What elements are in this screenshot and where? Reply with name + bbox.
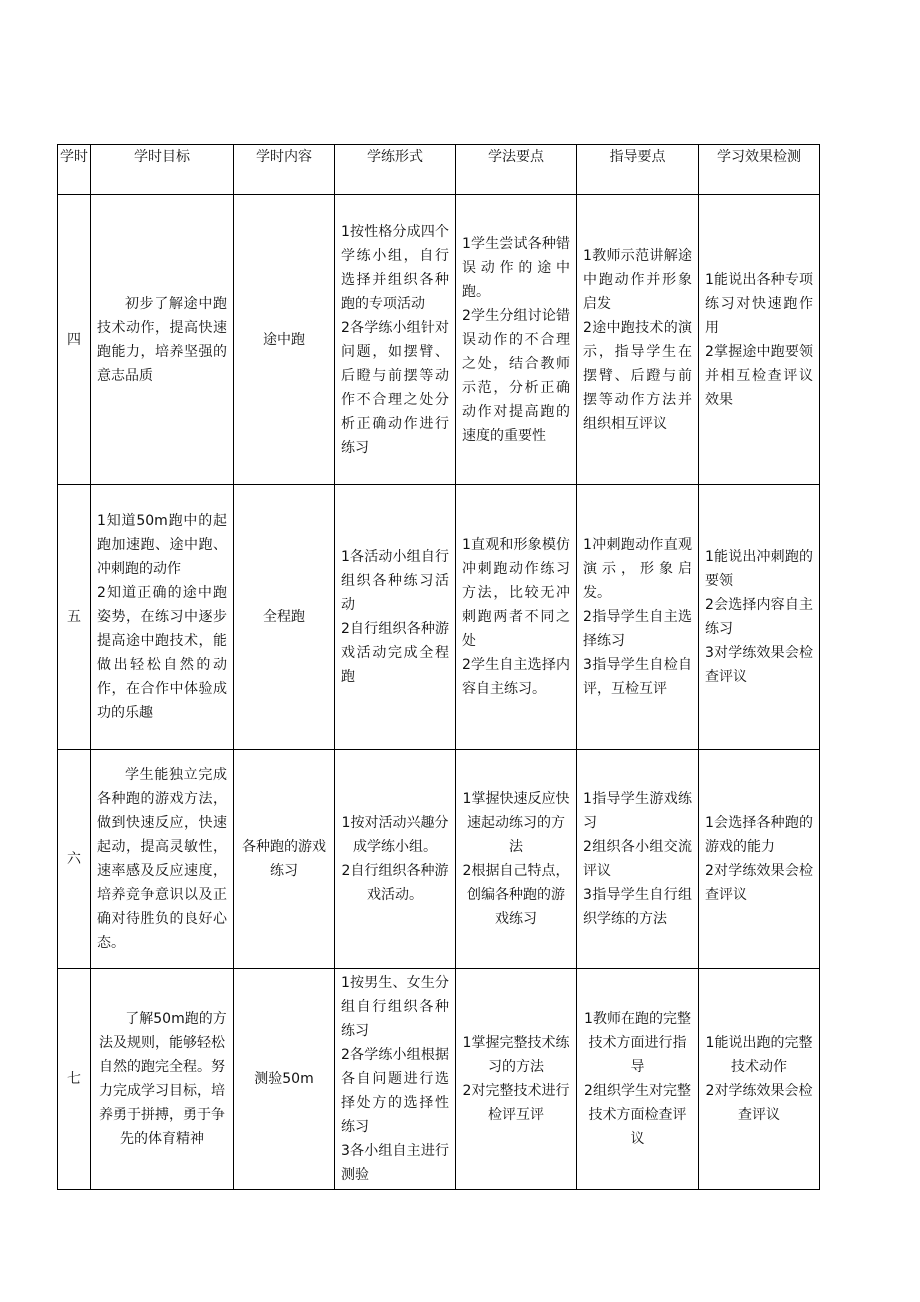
goal-cell <box>91 969 234 1190</box>
form-item: 2各学练小组根据各自问题进行选择处方的选择性练习 <box>341 1047 449 1135</box>
method-item: 1掌握完整技术练习的方法 <box>462 1035 570 1075</box>
check-item: 1能说出冲刺跑的要领 <box>705 549 813 589</box>
check-cell <box>699 750 820 969</box>
check-item: 2掌握途中跑要领并相互检查评议效果 <box>705 343 813 408</box>
form-item: 3各小组自主进行测验 <box>341 1143 449 1183</box>
method-item: 2学生分组讨论错误动作的不合理之处，结合教师示范，分析正确动作对提高跑的速度的重要性 <box>462 307 570 444</box>
method-cell <box>456 485 577 750</box>
goal-text: 1知道50m跑中的起跑加速跑、途中跑、冲刺跑的动作 <box>97 513 227 577</box>
table-row <box>58 750 820 969</box>
lesson-plan-table <box>57 144 820 1190</box>
check-item: 2会选择内容自主练习 <box>705 597 813 637</box>
header-method: 学法要点 <box>456 145 577 195</box>
goal-text: 2知道正确的途中跑姿势，在练习中逐步提高途中跑技术，能做出轻松自然的动作，在合作中体验成功的乐趣 <box>97 585 227 721</box>
check-item: 2对学练效果会检查评议 <box>705 1083 813 1123</box>
guide-item: 3指导学生自检自评，互检互评 <box>583 657 692 697</box>
form-item: 2自行组织各种游戏活动。 <box>341 863 449 903</box>
method-item: 2学生自主选择内容自主练习。 <box>462 657 570 697</box>
check-item: 1能说出各种专项练习对快速跑作用 <box>705 271 813 336</box>
header-row <box>58 145 820 195</box>
check-item: 2对学练效果会检查评议 <box>705 863 813 903</box>
guide-item: 1冲刺跑动作直观演示，形象启发。 <box>583 537 692 601</box>
header-check: 学习效果检测 <box>699 145 820 195</box>
form-cell <box>335 485 456 750</box>
method-item: 1掌握快速反应快速起动练习的方法 <box>462 791 570 855</box>
table-row <box>58 485 820 750</box>
content-cell: 各种跑的游戏练习 <box>234 750 335 969</box>
goal-text: 了解50m跑的方法及规则，能够轻松自然的跑完全程。努力完成学习目标，培养勇于拼搏，勇于争先的体育精神 <box>99 1011 227 1147</box>
goal-text: 学生能独立完成各种跑的游戏方法，做到快速反应，快速起动，提高灵敏性，速率感及反应速度，培养竞争意识以及正确对待胜负的良好心态。 <box>97 767 227 951</box>
guide-cell <box>577 195 699 485</box>
guide-item: 2组织学生对完整技术方面检查评议 <box>584 1083 691 1147</box>
header-guide: 指导要点 <box>577 145 699 195</box>
form-item: 2各学练小组针对问题，如摆臂、后瞪与前摆等动作不合理之处分析正确动作进行练习 <box>341 319 449 456</box>
header-content: 学时内容 <box>234 145 335 195</box>
hour-cell: 六 <box>58 750 91 969</box>
form-cell <box>335 969 456 1190</box>
check-item: 1会选择各种跑的游戏的能力 <box>705 815 813 855</box>
method-item: 2根据自己特点，创编各种跑的游戏练习 <box>462 863 570 927</box>
hour-cell: 四 <box>58 195 91 485</box>
header-hour: 学时 <box>58 145 91 195</box>
goal-cell <box>91 750 234 969</box>
guide-item: 3指导学生自行组织学练的方法 <box>583 887 692 927</box>
form-item: 1按对活动兴趣分成学练小组。 <box>341 815 449 855</box>
content-cell: 全程跑 <box>234 485 335 750</box>
form-item: 2自行组织各种游戏活动完成全程跑 <box>341 621 449 685</box>
content-cell: 测验50m <box>234 969 335 1190</box>
check-item: 3对学练效果会检查评议 <box>705 645 813 685</box>
guide-item: 2途中跑技术的演示，指导学生在摆臂、后蹬与前摆等动作方法并组织相互评议 <box>583 319 692 432</box>
form-cell <box>335 195 456 485</box>
header-goal: 学时目标 <box>91 145 234 195</box>
guide-item: 2指导学生自主选择练习 <box>583 609 692 649</box>
hour-cell: 五 <box>58 485 91 750</box>
content-cell: 途中跑 <box>234 195 335 485</box>
form-item: 1按男生、女生分组自行组织各种练习 <box>341 975 449 1039</box>
form-item: 1按性格分成四个学练小组，自行选择并组织各种跑的专项活动 <box>341 223 449 312</box>
form-item: 1各活动小组自行组织各种练习活动 <box>341 549 449 613</box>
guide-item: 2组织各小组交流评议 <box>583 839 692 879</box>
check-cell <box>699 195 820 485</box>
goal-text: 初步了解途中跑技术动作，提高快速跑能力，培养坚强的意志品质 <box>97 295 227 384</box>
method-item: 1直观和形象模仿冲刺跑动作练习方法，比较无冲刺跑两者不同之处 <box>462 537 570 649</box>
guide-item: 1教师在跑的完整技术方面进行指导 <box>584 1011 691 1075</box>
check-item: 1能说出跑的完整技术动作 <box>705 1035 813 1075</box>
check-cell <box>699 969 820 1190</box>
guide-cell <box>577 485 699 750</box>
method-cell <box>456 195 577 485</box>
method-item: 2对完整技术进行检评互评 <box>462 1083 570 1123</box>
guide-cell <box>577 750 699 969</box>
hour-cell: 七 <box>58 969 91 1190</box>
method-item: 1学生尝试各种错误动作的途中跑。 <box>462 235 570 300</box>
goal-cell <box>91 485 234 750</box>
guide-item: 1指导学生游戏练习 <box>583 791 692 831</box>
table-row <box>58 195 820 485</box>
goal-cell <box>91 195 234 485</box>
check-cell <box>699 485 820 750</box>
method-cell <box>456 750 577 969</box>
form-cell <box>335 750 456 969</box>
guide-cell <box>577 969 699 1190</box>
table-row <box>58 969 820 1190</box>
guide-item: 1教师示范讲解途中跑动作并形象启发 <box>583 247 692 312</box>
method-cell <box>456 969 577 1190</box>
header-form: 学练形式 <box>335 145 456 195</box>
